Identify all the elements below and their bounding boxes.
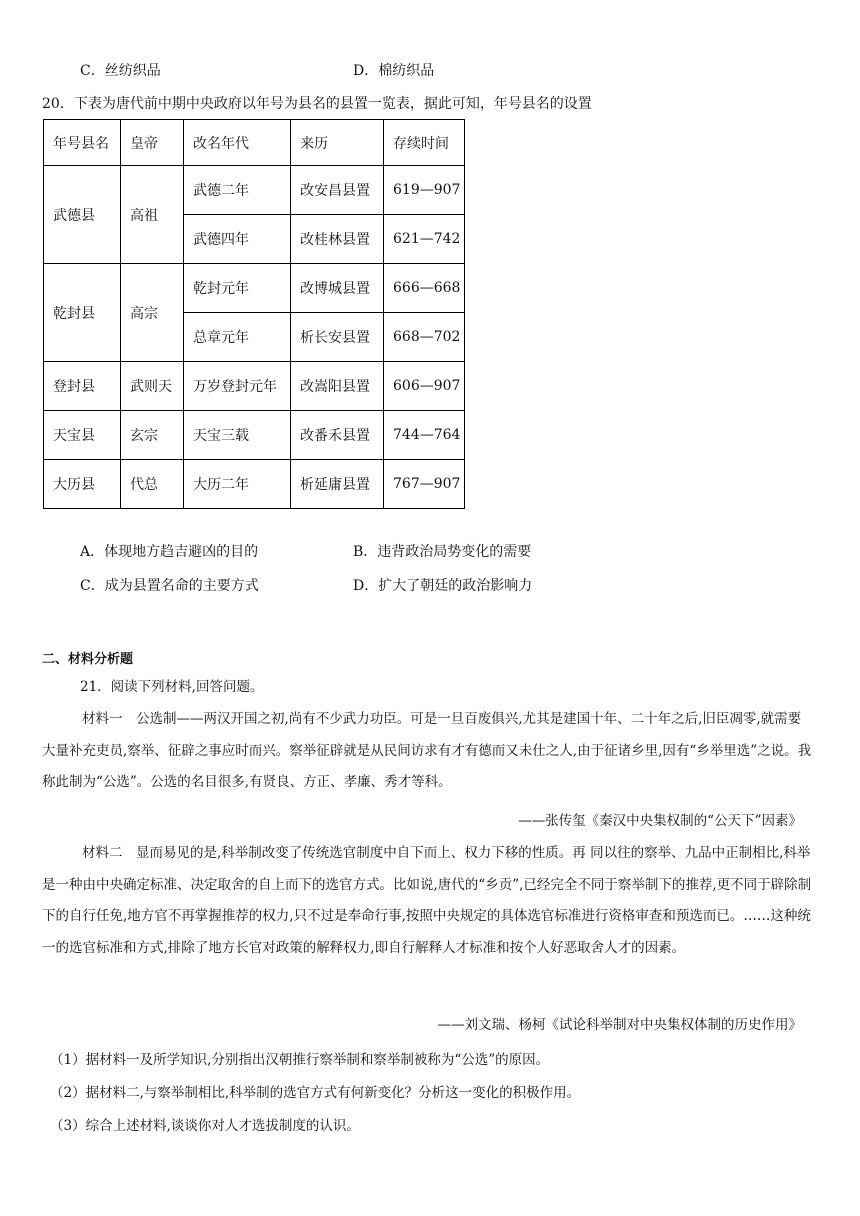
sub-question-3: （3）综合上述材料,谈谈你对人才选拔制度的认识。 xyxy=(50,1118,360,1134)
table-row xyxy=(44,460,465,509)
cell-era: 万岁登封元年 xyxy=(184,362,291,411)
cell-emperor: 玄宗 xyxy=(121,411,184,460)
material-1-source: ——张传玺《秦汉中央集权制的“公天下”因素》 xyxy=(518,813,802,829)
cell-origin: 改桂林县置 xyxy=(291,215,384,264)
cell-era: 总章元年 xyxy=(184,313,291,362)
cell-duration: 606—907 xyxy=(384,362,465,411)
cell-duration: 767—907 xyxy=(384,460,465,509)
cell-county: 大历县 xyxy=(44,460,121,509)
cell-duration: 666—668 xyxy=(384,264,465,313)
option-b: B．违背政治局势变化的需要 xyxy=(353,544,532,560)
table-row xyxy=(44,264,465,313)
cell-origin: 改安昌县置 xyxy=(291,166,384,215)
cell-era: 乾封元年 xyxy=(184,264,291,313)
cell-era: 武德二年 xyxy=(184,166,291,215)
cell-emperor: 高宗 xyxy=(121,264,184,362)
section-title: 二、材料分析题 xyxy=(42,652,134,667)
question-21-stem: 21．阅读下列材料,回答问题。 xyxy=(80,679,264,695)
sub-question-1: （1）据材料一及所学知识,分别指出汉朝推行察举制和察举制被称为“公选”的原因。 xyxy=(50,1052,550,1068)
cell-origin: 析延庸县置 xyxy=(291,460,384,509)
cell-duration: 621—742 xyxy=(384,215,465,264)
option-c: C．成为县置名命的主要方式 xyxy=(80,578,259,594)
table-row xyxy=(44,411,465,460)
cell-county: 天宝县 xyxy=(44,411,121,460)
header-duration: 存续时间 xyxy=(384,120,465,166)
table-header-row xyxy=(44,120,465,166)
cell-origin: 改嵩阳县置 xyxy=(291,362,384,411)
cell-county: 登封县 xyxy=(44,362,121,411)
material-1-text: 材料一 公选制——两汉开国之初,尚有不少武力功臣。可是一旦百废俱兴,尤其是建国十年、二十年之后,旧臣凋零,就需要大量补充吏员,察举、征辟之事应时而兴。察举征辟就是从民间访求有才有德而又未仕之人,由于征诸乡里,因有“乡举里选”之说。我称此制为“公选”。公选的名目很多,有贤良、方正、孝廉、秀才等科。 xyxy=(42,711,812,790)
cell-era: 武德四年 xyxy=(184,215,291,264)
cell-duration: 744—764 xyxy=(384,411,465,460)
option-c-prev: C．丝纺织品 xyxy=(80,63,161,79)
county-table xyxy=(43,119,465,509)
option-d: D．扩大了朝廷的政治影响力 xyxy=(353,578,533,594)
material-2 xyxy=(42,838,812,964)
header-emperor: 皇帝 xyxy=(121,120,184,166)
table-row xyxy=(44,362,465,411)
material-2-text: 材料二 显而易见的是,科举制改变了传统选官制度中自下而上、权力下移的性质。再 同以往的察举、九品中正制相比,科举是一种由中央确定标准、决定取舍的自上而下的选官方式。比如说,唐代的“乡贡”,已经完全不同于察举制下的推荐,更不同于辟除制下的自行任免,地方官不再掌握推荐的权力,只不过是奉命行事,按照中央规定的具体选官标准进行资格审查和预选而已。……这种统一的选官标准和方式,排除了地方长官对政策的解释权力,即自行解释人才标准和按个人好恶取舍人才的因素。 xyxy=(42,845,812,956)
cell-origin: 改博城县置 xyxy=(291,264,384,313)
material-2-source: ——刘文瑞、杨柯《试论科举制对中央集权体制的历史作用》 xyxy=(437,1017,802,1033)
cell-county: 乾封县 xyxy=(44,264,121,362)
header-origin: 来历 xyxy=(291,120,384,166)
table-row xyxy=(44,166,465,215)
cell-origin: 改番禾县置 xyxy=(291,411,384,460)
cell-era: 大历二年 xyxy=(184,460,291,509)
material-1 xyxy=(42,704,812,799)
option-a: A．体现地方趋吉避凶的目的 xyxy=(80,544,259,560)
question-20-stem: 20．下表为唐代前中期中央政府以年号为县名的县置一览表，据此可知，年号县名的设置 xyxy=(42,96,592,112)
cell-emperor: 高祖 xyxy=(121,166,184,264)
cell-origin: 析长安县置 xyxy=(291,313,384,362)
cell-county: 武德县 xyxy=(44,166,121,264)
header-county: 年号县名 xyxy=(44,120,121,166)
header-era: 改名年代 xyxy=(184,120,291,166)
cell-emperor: 代总 xyxy=(121,460,184,509)
cell-emperor: 武则天 xyxy=(121,362,184,411)
cell-duration: 668—702 xyxy=(384,313,465,362)
cell-era: 天宝三载 xyxy=(184,411,291,460)
option-d-prev: D．棉纺织品 xyxy=(353,63,435,79)
cell-duration: 619—907 xyxy=(384,166,465,215)
sub-question-2: （2）据材料二,与察举制相比,科举制的选官方式有何新变化？分析这一变化的积极作用。 xyxy=(50,1085,581,1101)
